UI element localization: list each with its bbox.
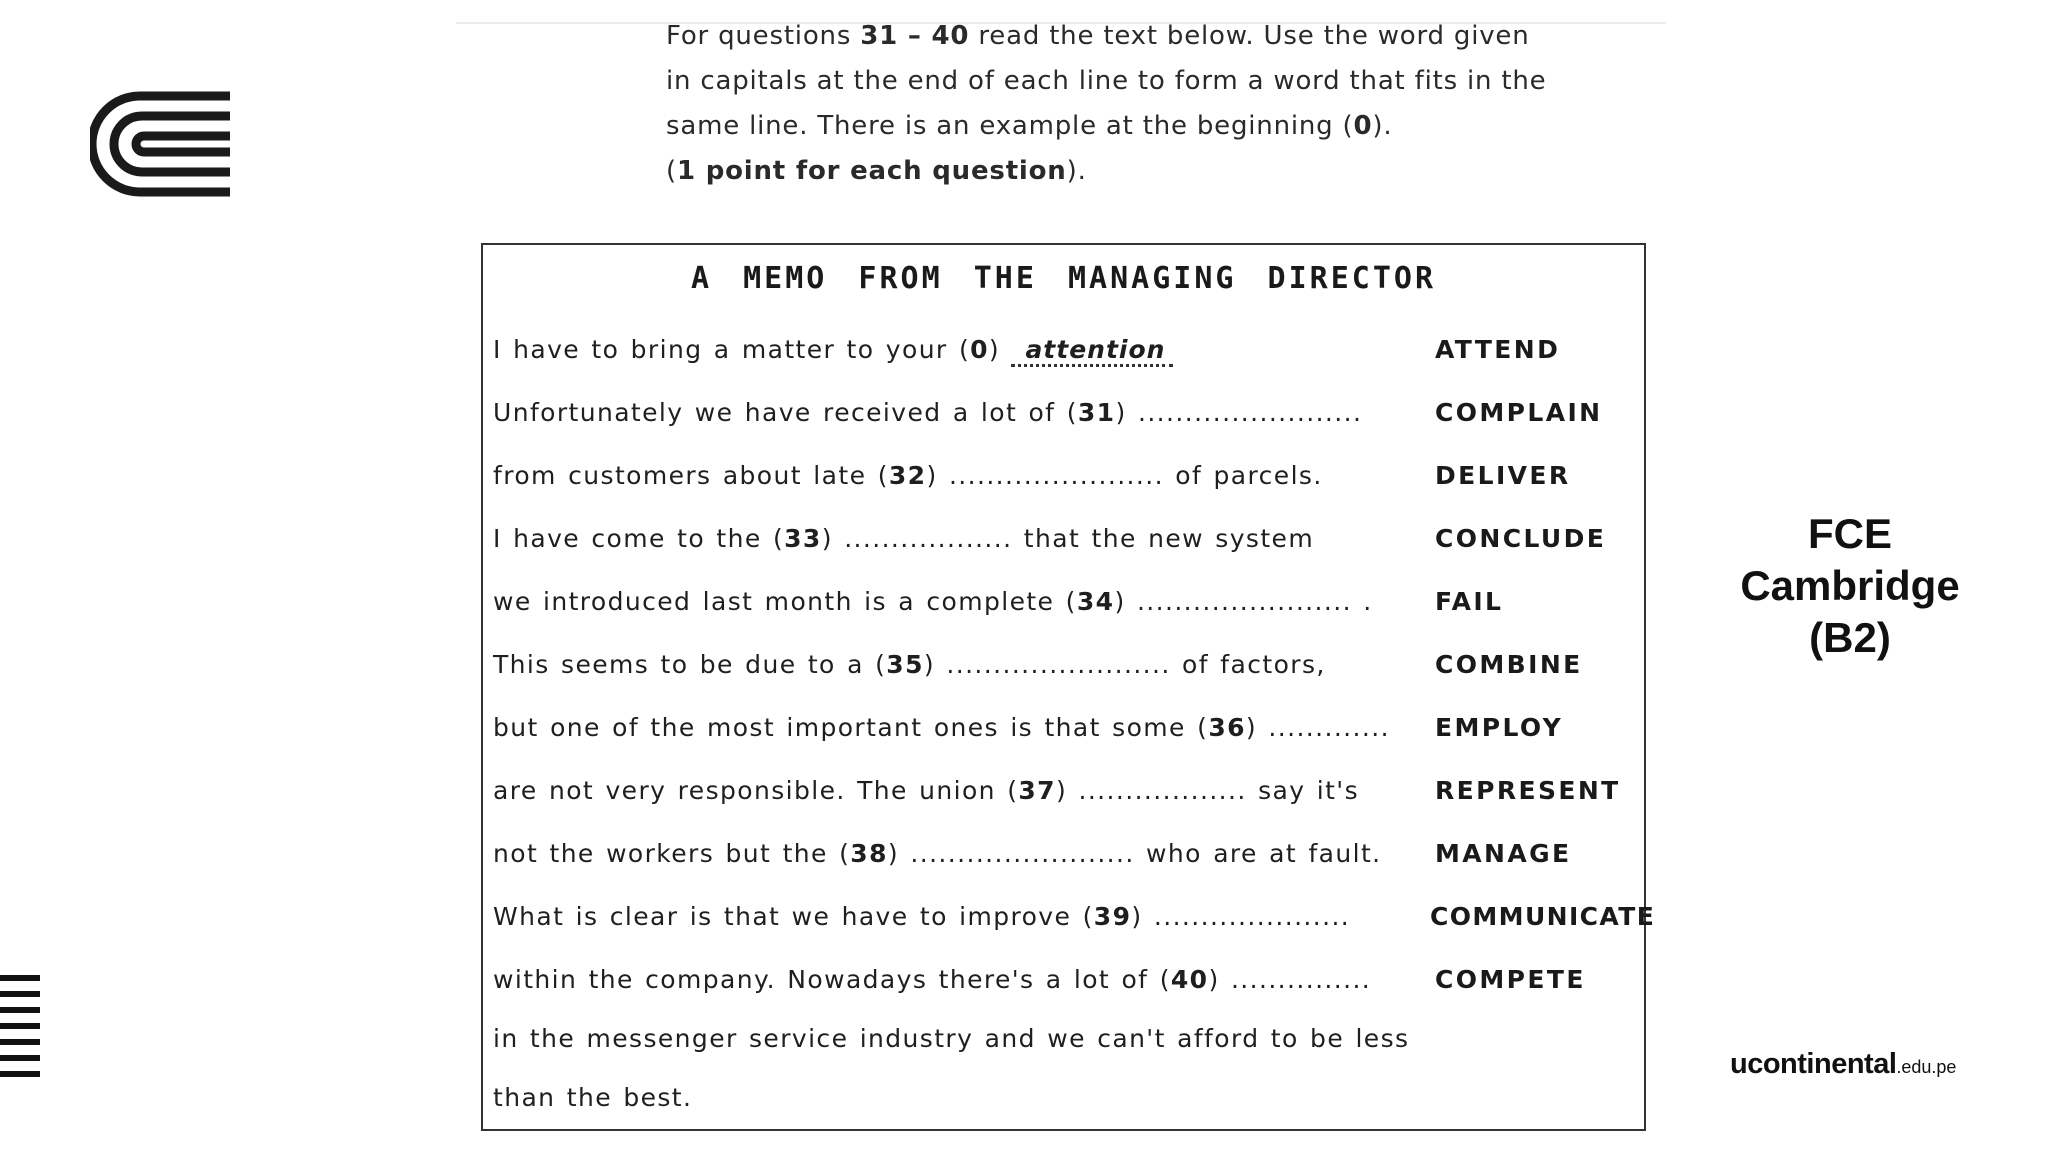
memo-sentence: I have to bring a matter to your (0) attention	[493, 335, 1173, 364]
memo-row-34	[493, 587, 1638, 627]
memo-box	[481, 243, 1656, 1131]
memo-sentence: than the best.	[493, 1083, 693, 1112]
instructions	[666, 14, 1566, 194]
cue-word: COMPLAIN	[1435, 398, 1603, 427]
memo-sentence: but one of the most important ones is that some (36) .............	[493, 713, 1390, 742]
memo-row-36	[493, 713, 1638, 753]
memo-title: A MEMO FROM THE MANAGING DIRECTOR	[690, 261, 1437, 296]
memo-sentence: not the workers but the (38) ........................ who are at fault.	[493, 839, 1382, 868]
memo-row-final	[493, 1083, 1638, 1123]
fce-line: Cambridge	[1740, 562, 1960, 609]
brand-suffix: .edu.pe	[1896, 1057, 1957, 1077]
memo-sentence: This seems to be due to a (35) ........................ of factors,	[493, 650, 1326, 679]
memo-row-38	[493, 839, 1638, 879]
fce-level-label	[1700, 508, 2000, 664]
memo-sentence: from customers about late (32) ....................... of parcels.	[493, 461, 1323, 490]
cue-word: DELIVER	[1435, 461, 1571, 490]
memo-row-37	[493, 776, 1638, 816]
memo-sentence: What is clear is that we have to improve (39) .....................	[493, 902, 1351, 931]
striped-lines-icon	[0, 975, 40, 1085]
memo-sentence: in the messenger service industry and we can't afford to be less	[493, 1024, 1410, 1053]
memo-sentence: Unfortunately we have received a lot of (31) ........................	[493, 398, 1363, 427]
example-answer: attention	[1011, 335, 1173, 367]
fce-line: (B2)	[1809, 614, 1891, 661]
cue-word: COMBINE	[1435, 650, 1583, 679]
cue-word: COMMUNICATE	[1430, 902, 1656, 931]
instruction-line-3: same line. There is an example at the beginning (0).	[666, 111, 1393, 141]
memo-sentence: are not very responsible. The union (37) .................. say it's	[493, 776, 1360, 805]
memo-row-40	[493, 965, 1638, 1005]
cue-word: EMPLOY	[1435, 713, 1564, 742]
memo-row-32	[493, 461, 1638, 501]
memo-row-continuation	[493, 1024, 1638, 1064]
memo-row-35	[493, 650, 1638, 690]
instruction-line-1: For questions 31 – 40 read the text below. Use the word given	[666, 21, 1530, 51]
memo-sentence: within the company. Nowadays there's a lot of (40) ...............	[493, 965, 1372, 994]
cue-word: ATTEND	[1435, 335, 1561, 364]
memo-sentence: I have come to the (33) .................. that the new system	[493, 524, 1315, 553]
memo-row-example	[493, 335, 1638, 375]
memo-row-33	[493, 524, 1638, 564]
brand-main: ucontinental	[1730, 1048, 1897, 1080]
memo-sentence: we introduced last month is a complete (34) ....................... .	[493, 587, 1373, 616]
continental-logo-icon	[90, 90, 236, 198]
instruction-line-2: in capitals at the end of each line to form a word that fits in the	[666, 66, 1547, 96]
memo-row-31	[493, 398, 1638, 438]
cue-word: COMPETE	[1435, 965, 1586, 994]
cue-word: REPRESENT	[1435, 776, 1621, 805]
cue-word: MANAGE	[1435, 839, 1572, 868]
brand-wordmark	[1730, 1048, 1956, 1081]
memo-row-39	[493, 902, 1656, 942]
fce-line: FCE	[1808, 510, 1892, 557]
instruction-line-4: (1 point for each question).	[666, 156, 1087, 186]
cue-word: CONCLUDE	[1435, 524, 1607, 553]
cue-word: FAIL	[1435, 587, 1504, 616]
